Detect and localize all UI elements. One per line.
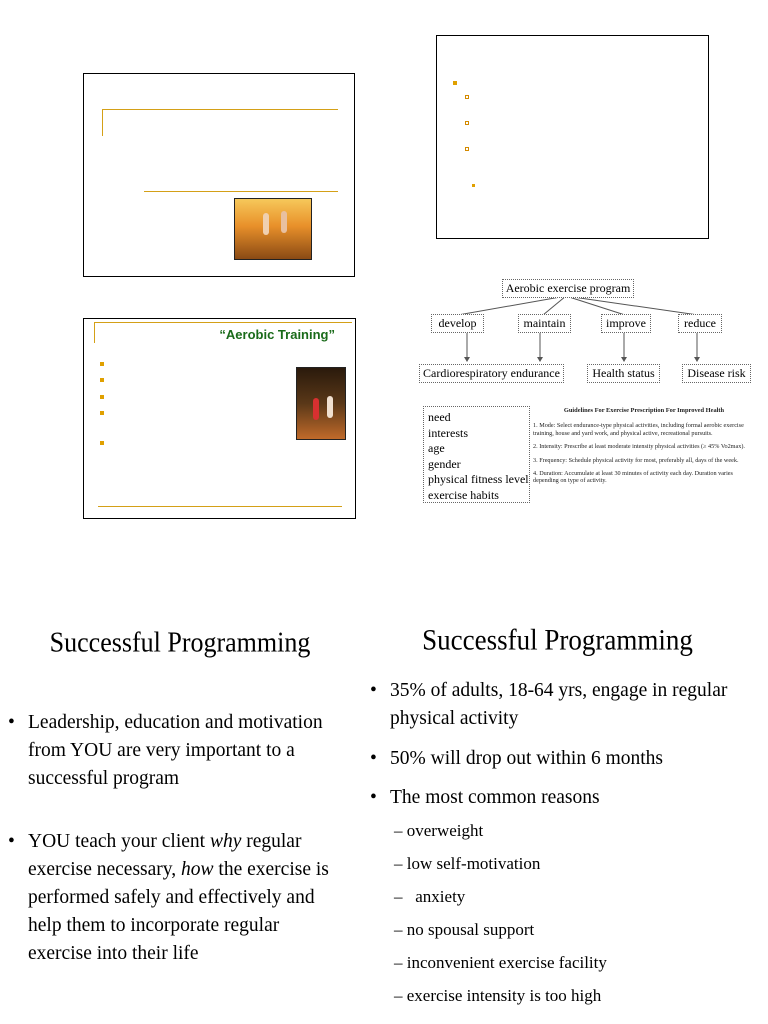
flow-outcome-cardio: Cardiorespiratory endurance bbox=[419, 364, 564, 383]
emphasis-why: why bbox=[209, 831, 242, 852]
factor-item: age bbox=[428, 441, 445, 455]
right-bullet-2-text: 50% will drop out within 6 months bbox=[390, 748, 663, 769]
flow-outcome-disease: Disease risk bbox=[682, 364, 751, 383]
footer-rule bbox=[98, 506, 342, 507]
emphasis-how: how bbox=[181, 859, 214, 880]
bullet-dot: • bbox=[370, 787, 377, 808]
right-bullet-3-text: The most common reasons bbox=[390, 787, 600, 808]
factor-item: physical fitness level bbox=[428, 472, 529, 486]
flowchart-connectors bbox=[0, 0, 768, 400]
bullet-square bbox=[100, 411, 104, 415]
factor-item: gender bbox=[428, 456, 461, 471]
right-slide-title: Successful Programming bbox=[422, 623, 693, 657]
reason-item: – inconvenient exercise facility bbox=[394, 953, 607, 972]
text-run: regular exercise necessary, bbox=[28, 831, 302, 880]
left-bullet-1-text: Leadership, education and motivation from YOU are very important to a successful program bbox=[28, 712, 323, 789]
text-run: the exercise is performed safely and effectively and help them to incorporate regular exercise into their life bbox=[28, 859, 329, 964]
factor-item: interests bbox=[428, 425, 468, 440]
flow-branch-reduce: reduce bbox=[678, 314, 722, 333]
flow-branch-develop: develop bbox=[431, 314, 484, 333]
flow-branch-maintain: maintain bbox=[518, 314, 571, 333]
guideline-item: 2. Intensity: Prescribe at least moderate intensity physical activities (≥ 45% Vo2max). bbox=[533, 443, 745, 451]
left-bullet-1 bbox=[8, 709, 338, 793]
left-bullet-2 bbox=[8, 828, 338, 968]
text-run: YOU teach your client bbox=[28, 831, 210, 852]
reason-item: – no spousal support bbox=[394, 920, 535, 939]
left-bullet-2-text bbox=[28, 828, 338, 968]
reason-item: – overweight bbox=[394, 821, 484, 840]
right-bullet-2 bbox=[370, 745, 732, 773]
bullet-dot: • bbox=[370, 748, 377, 769]
left-slide-title: Successful Programming bbox=[49, 626, 311, 659]
right-bullet-3 bbox=[370, 784, 732, 812]
right-bullet-1-text: 35% of adults, 18-64 yrs, engage in regular physical activity bbox=[390, 680, 728, 729]
guideline-item: 3. Frequency: Schedule physical activity for most, preferably all, days of the week. bbox=[533, 456, 739, 464]
reason-item: – low self-motivation bbox=[394, 854, 541, 873]
guidelines-block bbox=[533, 407, 755, 491]
slide-title: “Aerobic Training” bbox=[219, 327, 335, 342]
bullet-dot: • bbox=[8, 831, 15, 852]
bullet-dot: • bbox=[370, 680, 377, 701]
guideline-item: 4. Duration: Accumulate at least 30 minutes of activity each day. Duration varies depending on type of activity. bbox=[533, 470, 733, 485]
reason-item: – exercise intensity is too high bbox=[394, 986, 602, 1005]
flow-root: Aerobic exercise program bbox=[502, 279, 634, 298]
flow-branch-improve: improve bbox=[601, 314, 651, 333]
factor-item: exercise habits bbox=[428, 487, 499, 502]
bullet-square bbox=[100, 441, 104, 445]
guideline-item: 1. Mode: Select endurance-type physical activities, including formal aerobic exercise training, house and yard work, and physical active, recreational pursuits. bbox=[533, 422, 744, 437]
bullet-dot: • bbox=[8, 712, 15, 733]
program-factors-box bbox=[423, 406, 530, 503]
factor-item: need bbox=[428, 410, 451, 424]
right-bullet-1 bbox=[370, 677, 732, 733]
flow-outcome-health: Health status bbox=[587, 364, 660, 383]
guidelines-title: Guidelines For Exercise Prescription For Improved Health bbox=[563, 407, 725, 414]
reason-item: – anxiety bbox=[394, 887, 466, 906]
